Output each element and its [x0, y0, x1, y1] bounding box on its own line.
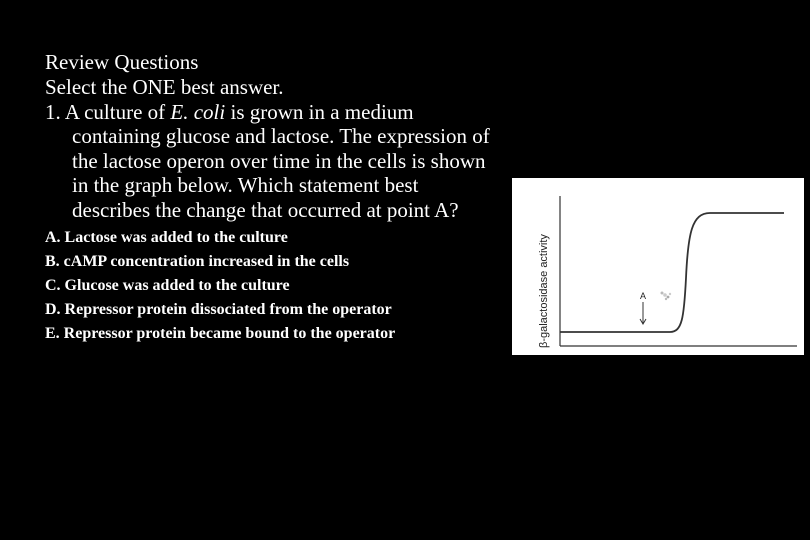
slide-title: Review Questions [45, 50, 199, 74]
answer-option-d: D. Repressor protein dissociated from the operator [45, 301, 392, 319]
answer-options [45, 226, 495, 346]
smudge-mark [661, 292, 672, 301]
question-number: 1. [45, 100, 61, 124]
instruction-text: Select the ONE best answer. [45, 75, 284, 99]
question-stem [45, 100, 495, 222]
answer-option-e: E. Repressor protein became bound to the operator [45, 325, 396, 343]
answer-option-a: A. Lactose was added to the culture [45, 229, 288, 247]
question-text-after: is grown in a medium containing glucose and lactose. The expression of the lactose operon over time in the cells is shown in the graph below. Which statement best describes the change that occurred at point A? [72, 100, 490, 222]
expression-graph [512, 178, 804, 355]
point-a-label: A [640, 291, 647, 301]
question-text-before: A culture of [60, 100, 171, 124]
question-text-block [45, 50, 495, 346]
expression-curve [560, 213, 784, 332]
y-axis-label: β-galactosidase activity [538, 234, 550, 348]
organism-name: E. coli [170, 100, 226, 124]
answer-option-c: C. Glucose was added to the culture [45, 277, 290, 295]
graph-svg [512, 178, 804, 355]
answer-option-b: B. cAMP concentration increased in the cells [45, 253, 350, 271]
